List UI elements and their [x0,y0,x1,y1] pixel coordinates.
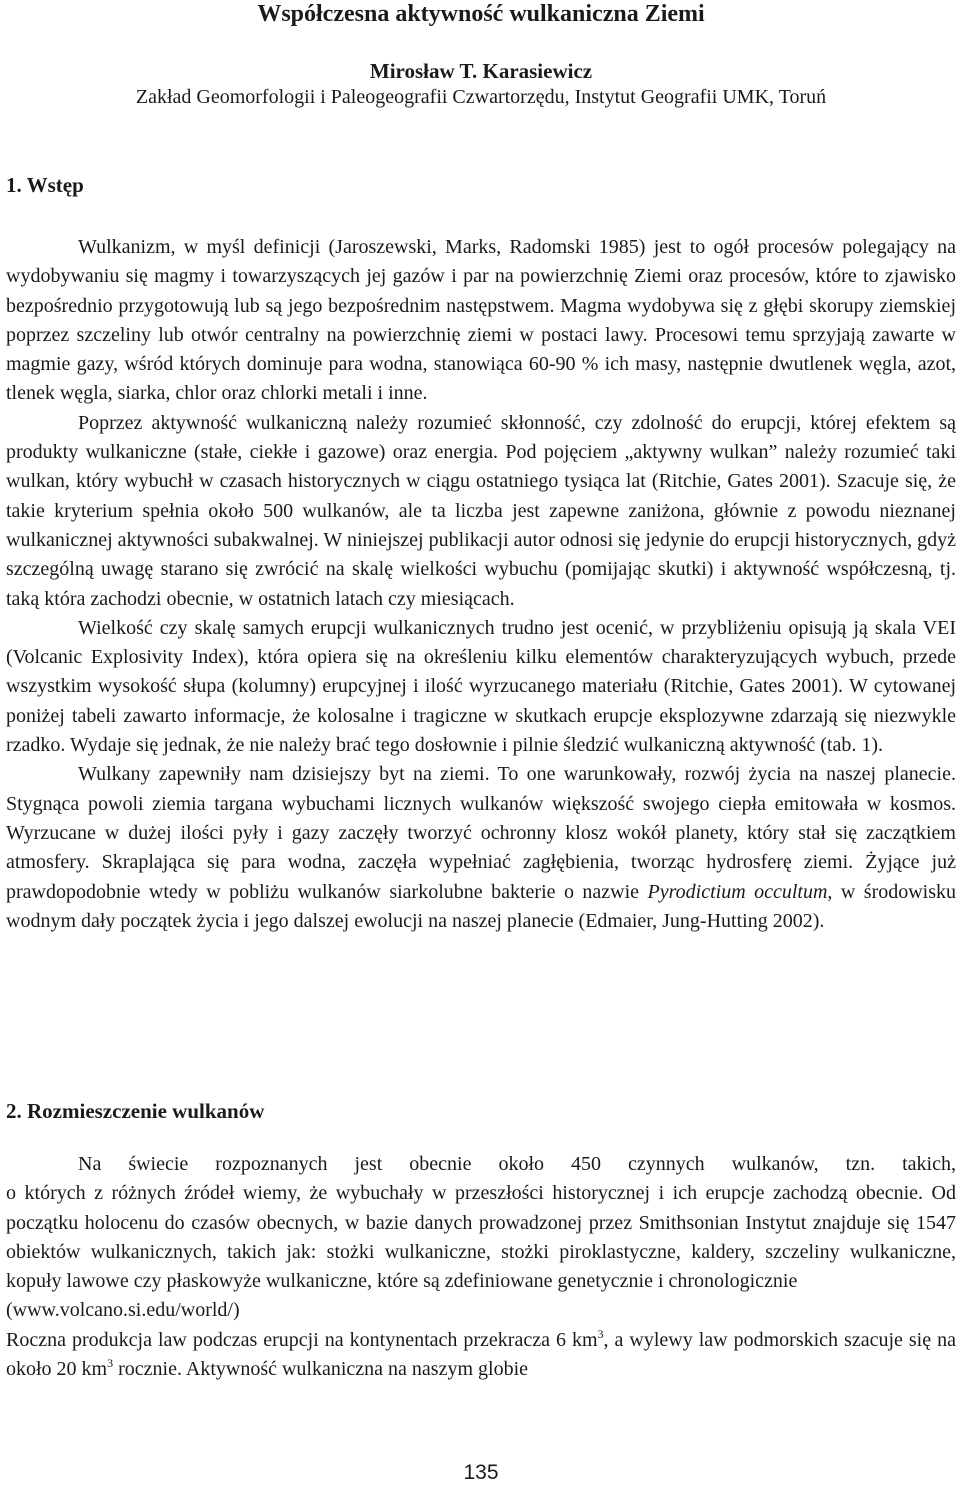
section-distribution-body [6,1150,956,1384]
author-affiliation: Zakład Geomorfologii i Paleogeografii Czwartorzędu, Instytut Geografii UMK, Toruń [135,86,827,108]
paragraph: o których z różnych źródeł wiemy, że wybuchały w przeszłości historycznej i ich erupcje zachodzą obecnie. Od początku holocenu do czasów obecnych, w bazie danych prowadzonej przez Smithsonian Instytut znajduje się 1547 obiektów wulkanicznych, takich jak: stożki wulkaniczne, stożki piroklastyczne, kaldery, szczeliny wulkaniczne, kopuły lawowe czy płaskowyże wulkaniczne, które są zdefiniowane genetycznie i chronologicznie [6,1182,956,1293]
paragraph-text: w środowisku wodnym dały początek życia i jego dalszej ewolucji na naszej planecie (Edmaier, Jung-Hutting 2002). [6,880,957,932]
superscript: 3 [597,1326,604,1341]
paragraph-text: Wulkany zapewniły nam dzisiejszy byt na ziemi. To one warunkowały, rozwój życia na naszej planecie. Stygnąca powoli ziemia targana wybuchami licznych wulkanów większość swojego ciepła emitowała w kosmos. Wyrzucane w dużej ilości pyły i gazy zaczęły tworzyć ochronny klosz wokół planety, który stał się zaczątkiem atmosfery. Skraplająca się para wodna, zaczęła wypełniać zagłębienia, tworząc hydrosferę ziemi. Żyjące już prawdopodobnie wtedy w pobliżu wulkanów siarkolubne bakterie o nazwie [6,763,956,903]
section-heading-introduction: 1. Wstęp [6,173,84,197]
paragraph [6,1326,956,1385]
paragraph: Wulkanizm, w myśl definicji (Jaroszewski, Marks, Radomski 1985) jest to ogół procesów polegający na wydobywaniu się magmy i towarzyszących jej gazów i par na powierzchnię Ziemi oraz procesów, które to zjawisko bezpośrednio przygotowują lub są jego bezpośrednim następstwem. Magma wydobywa się z głębi skorupy ziemskiej poprzez szczeliny lub otwór centralny na powierzchnię ziemi w postaci lawy. Procesowi temu sprzyjają zawarte w magmie gazy, wśród których dominuje para wodna, stanowiąca 60-90 % ich masy, następnie dwutlenek węgla, azot, tlenek węgla, siarka, chlor oraz chlorki metali i inne. [6,236,956,405]
section-heading-volcano-distribution: 2. Rozmieszczenie wulkanów [6,1099,265,1123]
paragraph-first-line: Na świecie rozpoznanych jest obecnie około 450 czynnych wulkanów, tzn. takich, [78,1153,956,1175]
article-title: Współczesna aktywność wulkaniczna Ziemi [257,1,705,27]
paragraph: Poprzez aktywność wulkaniczną należy rozumieć skłonność, czy zdolność do erupcji, której efektem są produkty wulkaniczne (stałe, ciekłe i gazowe) oraz energia. Pod pojęciem „aktywny wulkan” należy rozumieć taki wulkan, który wybuchł w czasach historycznych w ciągu ostatniego tysiąca lat (Ritchie, Gates 2001). Szacuje się, że takie kryterium spełnia około 500 wulkanów, ale ta liczba jest zapewne zaniżona, głównie z powodu nieznanej wulkanicznej aktywności subakwalnej. W niniejszej publikacji autor odnosi się jedynie do erupcji historycznych, gdyż szczególną uwagę starano się zwrócić na skalę wielkości wybuchu (pomijając skutki) i aktywność współczesną, tj. taką która zachodzi obecnie, w ostatnich latach czy miesiącach. [6,411,956,610]
species-name: Pyrodictium occultum, [647,880,833,903]
paragraph: Wielkość czy skalę samych erupcji wulkanicznych trudno jest ocenić, w przybliżeniu opisują ją skala VEI (Volcanic Explosivity Index), która opiera się na określeniu kilku elementów charakteryzujących wybuch, przede wszystkim wysokość słupa (kolumny) erupcyjnej i ilość wyrzucanego materiału (Ritchie, Gates 2001). W cytowanej poniżej tabeli zawarto informacje, że kolosalne i tragiczne w skutkach erupcje eksplozywne zdarzają się niezwykle rzadko. Wydaje się jednak, że nie należy brać tego dosłownie i pilnie śledzić wulkaniczną aktywność (tab. 1). [6,616,956,757]
paragraph-text: Roczna produkcja law podczas erupcji na kontynentach przekracza 6 km [6,1328,598,1351]
paragraph-text: rocznie. Aktywność wulkaniczna na naszym globie [113,1358,528,1381]
author-name: Mirosław T. Karasiewicz [369,59,593,83]
paragraph [6,760,956,936]
section-introduction-body [6,233,956,936]
paragraph-text: , a wylewy law podmorskich szacuje się na około 20 km [6,1328,956,1381]
page-number: 135 [463,1461,499,1484]
superscript: 3 [107,1356,114,1371]
reference-url: (www.volcano.si.edu/world/) [6,1299,240,1322]
